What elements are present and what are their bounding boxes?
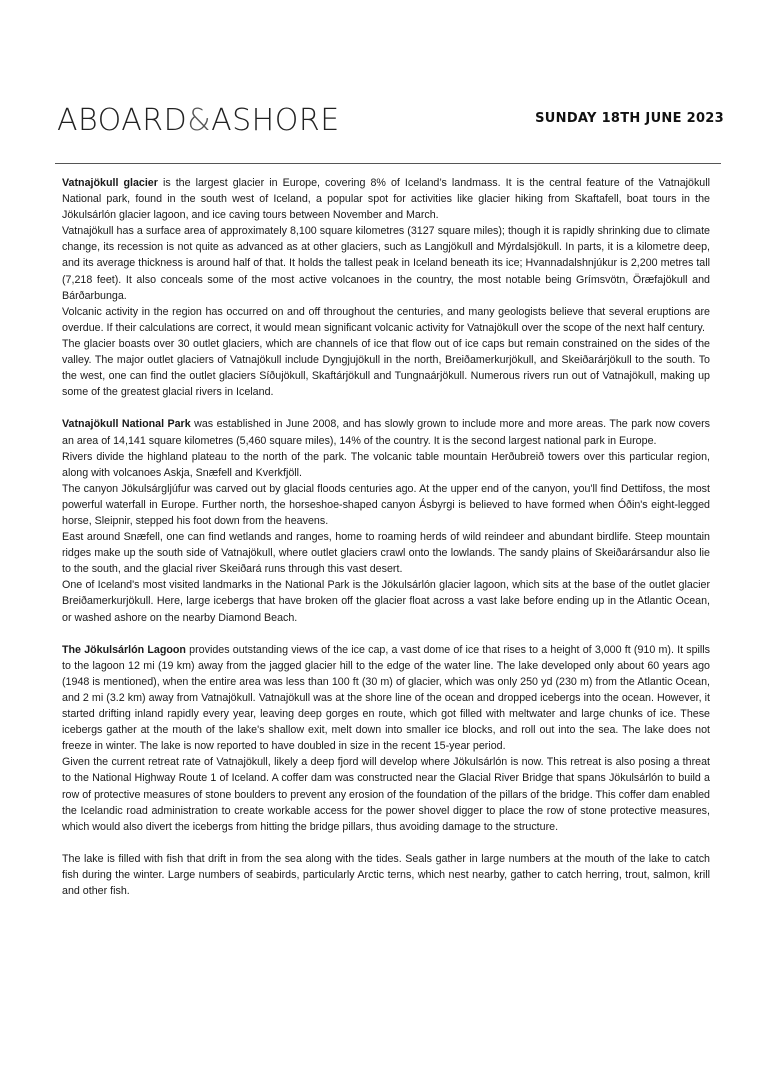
- paragraph: The lake is filled with fish that drift in from the sea along with the tides. Seals gather in large numbers at the mouth of the lake to catch fish during the winter. Large numbers of seabirds, particularly Arctic terns, which nest nearby, gather to catch herring, trout, salmon, krill and other fish.: [62, 852, 710, 898]
- paragraph: [62, 416, 710, 448]
- paragraph: Given the current retreat rate of Vatnajökull, likely a deep fjord will develop where Jökulsárlón is now. This retreat is also posing a threat to the National Highway Route 1 of Iceland. A coffer dam was constructed near the Glacial River Bridge that spans Jökulsárlón to build a row of protective measures of stone boulders to prevent any erosion of the foundation of the pillars of the bridge. This coffer dam enabled the Icelandic road administration to create workable access for the power shovel digger to place the row of stone protective measures, which would also divert the icebergs from hitting the bridge pillars, thus avoiding damage to the structure.: [62, 756, 710, 833]
- paragraph-text: provides outstanding views of the ice cap, a vast dome of ice that rises to a height of 3,000 ft (910 m). It spills to the lagoon 12 mi (19 km) away from the jagged glacier hill to the edge of the water line. The lake developed only about 60 years ago (1948 is mentioned), when the entire area was less than 100 ft (30 m) of glacier, which was only 250 yd (230 m) from the Atlantic Ocean, and 2 mi (3.2 km) away from Vatnajökull. Vatnajökull was at the shore line of the ocean and dropped icebergs into the ocean. However, it started drifting inland rapidly every year, leaving deep gorges en route, which got filled with meltwater and large chunks of ice. These icebergs gather at the mouth of the lake's shallow exit, melt down into smaller ice blocks, and roll out into the sea. The lake does not freeze in winter. The lake is now reported to have doubled in size in the recent 15-year period.: [62, 643, 710, 753]
- masthead-logo: [57, 103, 340, 138]
- paragraph: Vatnajökull has a surface area of approximately 8,100 square kilometres (3127 square miles); though it is rapidly shrinking due to climate change, its recession is not quite as advanced as at other glaciers, such as Langjökull and Mýrdalsjökull. In parts, it is a kilometre deep, and its average thickness is around half of that. It holds the tallest peak in Iceland beneath its ice; Hvannadalshnjúkur is 2,200 metres tall (7,218 feet). It also conceals some of the most active volcanoes in the country, the most notable being Grímsvötn, Öræfajökull and Bárðarbunga.: [62, 225, 710, 302]
- section-gap: [62, 626, 710, 642]
- section-gap: [62, 400, 710, 416]
- paragraph: East around Snæfell, one can find wetlands and ranges, home to roaming herds of wild reindeer and abundant birdlife. Steep mountain ridges make up the south side of Vatnajökull, where outlet glaciers crawl onto the lowlands. The sandy plains of Skeiðarársandur also lie to the south, and the glacial river Skeiðará runs through this vast desert.: [62, 531, 710, 576]
- issue-date: SUNDAY 18TH JUNE 2023: [535, 111, 724, 126]
- logo-ampersand: &: [187, 103, 212, 138]
- section-lead: Vatnajökull glacier: [62, 177, 158, 189]
- section-lead: Vatnajökull National Park: [62, 418, 191, 431]
- section-gap: [62, 835, 710, 851]
- paragraph: One of Iceland's most visited landmarks in the National Park is the Jökulsárlón glacier lagoon, which sits at the base of the outlet glacier Breiðamerkurjökull. Here, large icebergs that have broken off the glacier float across a vast lake before ending up in the Atlantic Ocean, or washed ashore on the nearby Diamond Beach.: [62, 579, 710, 624]
- paragraph-text: was established in June 2008, and has slowly grown to include more and more areas. The park now covers an area of 14,141 square kilometres (5,460 square miles), 14% of the country. It is the second largest national park in Europe.: [62, 418, 710, 447]
- paragraph: Rivers divide the highland plateau to the north of the park. The volcanic table mountain Herðubreið towers over this particular region, along with volcanoes Askja, Snæfell and Kverkfjöll.: [62, 450, 710, 479]
- paragraph: The canyon Jökulsárgljúfur was carved out by glacial floods centuries ago. At the upper end of the canyon, you'll find Dettifoss, the most powerful waterfall in Europe. Further north, the horseshoe-shaped canyon Ásbyrgi is believed to have formed when Óðin's eight-legged horse, Sleipnir, stepped his foot down from the heavens.: [62, 482, 710, 527]
- header-divider: [55, 163, 721, 164]
- paragraph-text: is the largest glacier in Europe, covering 8% of Iceland’s landmass. It is the central feature of the Vatnajökull National park, found in the south west of Iceland, a popular spot for activities like glacier hiking from Skaftafell, boat tours in the Jökulsárlón glacier lagoon, and ice caving tours between November and March.: [62, 177, 710, 222]
- logo-word-ashore: ASHORE: [211, 103, 340, 138]
- section-lead: The Jökulsárlón Lagoon: [62, 643, 186, 656]
- paragraph: Volcanic activity in the region has occurred on and off throughout the centuries, and many geologists believe that several eruptions are overdue. If their calculations are correct, it would mean significant volcanic activity for Vatnajökull over the scope of the next half century.: [62, 305, 710, 334]
- paragraph: The glacier boasts over 30 outlet glaciers, which are channels of ice that flow out of ice caps but remain constrained on the sides of the valley. The major outlet glaciers of Vatnajökull include Dyngjujökull in the north, Breiðamerkurjökull, and Skeiðarárjökull to the south. To the west, one can find the outlet glaciers Síðujökull, Skaftárjökull and Tungnaárjökull. Numerous rivers run out of Vatnajökull, making up some of the greatest glacial rivers in Iceland.: [62, 337, 710, 399]
- article-body: [62, 175, 710, 899]
- paragraph: [62, 175, 710, 223]
- paragraph: [62, 642, 710, 755]
- logo-word-aboard: ABOARD: [57, 103, 188, 138]
